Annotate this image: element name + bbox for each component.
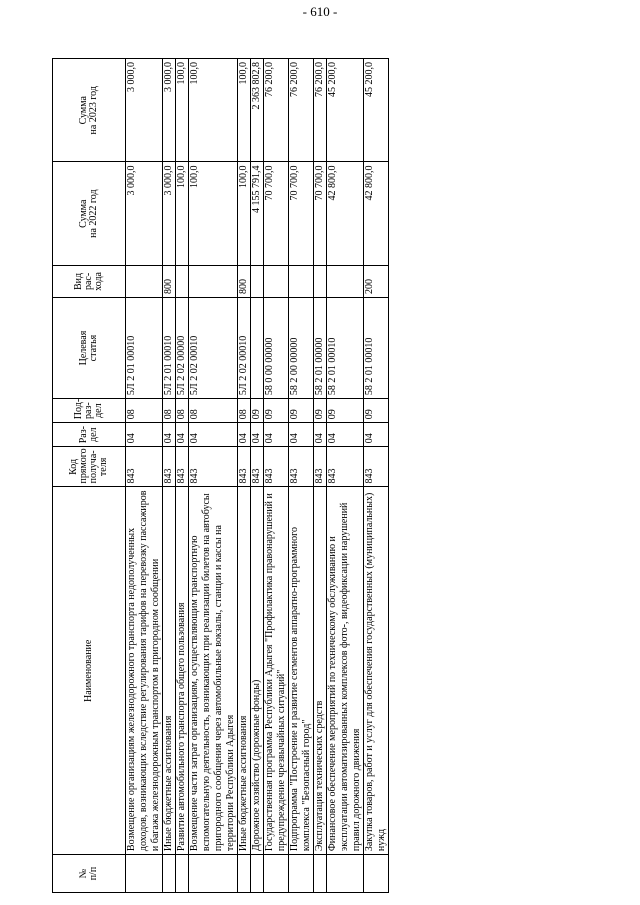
cell-name: Подпрограмма "Построение и развитие сегментов аппаратно-программного комплекса "Безопасный город" [289, 487, 314, 855]
cell-vid [189, 265, 238, 297]
cell-num [364, 855, 389, 893]
cell-sum2023: 100,0 [176, 59, 189, 162]
cell-num [327, 855, 364, 893]
cell-target: 5Л 2 02 00000 [176, 298, 189, 399]
cell-vid [314, 265, 327, 297]
table-row [364, 59, 389, 893]
cell-vid [327, 265, 364, 297]
cell-code: 843 [264, 447, 289, 487]
table-header-row [53, 59, 126, 893]
cell-vid [176, 265, 189, 297]
cell-target: 5Л 2 01 00010 [163, 298, 176, 399]
cell-target: 58 2 01 00000 [314, 298, 327, 399]
cell-sum2022: 3 000,0 [126, 162, 163, 265]
cell-sum2023: 100,0 [238, 59, 251, 162]
cell-podrazdel: 09 [264, 399, 289, 423]
cell-podrazdel: 08 [176, 399, 189, 423]
cell-target: 58 0 00 00000 [264, 298, 289, 399]
cell-podrazdel: 09 [327, 399, 364, 423]
cell-code: 843 [126, 447, 163, 487]
cell-vid [126, 265, 163, 297]
cell-razdel: 04 [327, 423, 364, 447]
table-row [176, 59, 189, 893]
cell-name: Финансовое обеспечение мероприятий по техническому обслуживанию и эксплуатации автоматизированных комплексов фото-, видеофиксации нарушений правил дорожного движения [327, 487, 364, 855]
table-body [126, 59, 389, 893]
cell-num [176, 855, 189, 893]
table-row [126, 59, 163, 893]
cell-target: 58 2 00 00000 [289, 298, 314, 399]
header-name: Наименование [53, 487, 126, 855]
cell-podrazdel: 09 [364, 399, 389, 423]
cell-target: 58 2 01 00010 [327, 298, 364, 399]
header-podrazdel: Под- раз- дел [53, 399, 126, 423]
cell-name: Закупка товаров, работ и услуг для обеспечения государственных (муниципальных) нужд [364, 487, 389, 855]
cell-target: 5Л 2 02 00010 [238, 298, 251, 399]
cell-podrazdel: 08 [126, 399, 163, 423]
cell-sum2022: 100,0 [176, 162, 189, 265]
cell-target [251, 298, 264, 399]
cell-sum2023: 45 200,0 [364, 59, 389, 162]
header-target: Целевая статья [53, 298, 126, 399]
cell-vid [264, 265, 289, 297]
cell-num [126, 855, 163, 893]
cell-num [264, 855, 289, 893]
cell-sum2023: 76 200,0 [314, 59, 327, 162]
table-row [314, 59, 327, 893]
cell-sum2022: 100,0 [189, 162, 238, 265]
cell-name: Возмещение части затрат организациям, осуществляющим транспортную вспомогательную деятельность, возникающих при реализации билетов на автобусы пригородного сообщения через автомобильные вокзалы, станции и кассы на территории Республики Адыгея [189, 487, 238, 855]
cell-code: 843 [327, 447, 364, 487]
table-row [163, 59, 176, 893]
cell-podrazdel: 08 [238, 399, 251, 423]
cell-podrazdel: 09 [251, 399, 264, 423]
cell-razdel: 04 [126, 423, 163, 447]
cell-sum2023: 2 363 802,8 [251, 59, 264, 162]
cell-target: 5Л 2 01 00010 [126, 298, 163, 399]
cell-vid: 800 [163, 265, 176, 297]
cell-sum2022: 3 000,0 [163, 162, 176, 265]
cell-num [189, 855, 238, 893]
cell-sum2022: 70 700,0 [264, 162, 289, 265]
cell-name: Возмещение организациям железнодорожного транспорта недополученных доходов, возникающих вследствие регулирования тарифов на перевозку пассажиров и багажа железнодорожным транспортом в пригородном сообщении [126, 487, 163, 855]
table-row [327, 59, 364, 893]
table-row [189, 59, 238, 893]
cell-podrazdel: 09 [289, 399, 314, 423]
cell-target: 58 2 01 00010 [364, 298, 389, 399]
cell-code: 843 [289, 447, 314, 487]
cell-sum2022: 70 700,0 [289, 162, 314, 265]
cell-name: Развитие автомобильного транспорта общего пользования [176, 487, 189, 855]
cell-sum2023: 3 000,0 [126, 59, 163, 162]
cell-num [251, 855, 264, 893]
cell-code: 843 [251, 447, 264, 487]
cell-name: Иные бюджетные ассигнования [163, 487, 176, 855]
cell-podrazdel: 09 [314, 399, 327, 423]
table-row [264, 59, 289, 893]
cell-razdel: 04 [238, 423, 251, 447]
cell-name: Дорожное хозяйство (дорожные фонды) [251, 487, 264, 855]
cell-num [289, 855, 314, 893]
cell-sum2023: 3 000,0 [163, 59, 176, 162]
cell-vid [251, 265, 264, 297]
cell-sum2023: 76 200,0 [264, 59, 289, 162]
header-sum2022: Сумма на 2022 год [53, 162, 126, 265]
cell-podrazdel: 08 [163, 399, 176, 423]
cell-code: 843 [176, 447, 189, 487]
table-row [251, 59, 264, 893]
cell-razdel: 04 [289, 423, 314, 447]
cell-sum2023: 100,0 [189, 59, 238, 162]
cell-sum2022: 4 155 791,4 [251, 162, 264, 265]
cell-podrazdel: 08 [189, 399, 238, 423]
header-razdel: Раз- дел [53, 423, 126, 447]
cell-num [314, 855, 327, 893]
cell-code: 843 [238, 447, 251, 487]
cell-razdel: 04 [364, 423, 389, 447]
rotated-table-container [52, 58, 586, 893]
cell-razdel: 04 [264, 423, 289, 447]
cell-name: Эксплуатация технических средств [314, 487, 327, 855]
cell-sum2023: 76 200,0 [289, 59, 314, 162]
cell-vid [289, 265, 314, 297]
cell-razdel: 04 [189, 423, 238, 447]
cell-vid: 800 [238, 265, 251, 297]
cell-razdel: 04 [314, 423, 327, 447]
cell-target: 5Л 2 02 00010 [189, 298, 238, 399]
cell-code: 843 [189, 447, 238, 487]
cell-name: Иные бюджетные ассигнования [238, 487, 251, 855]
table-row [238, 59, 251, 893]
header-num: № п/п [53, 855, 126, 893]
cell-sum2022: 70 700,0 [314, 162, 327, 265]
cell-razdel: 04 [176, 423, 189, 447]
cell-sum2023: 45 200,0 [327, 59, 364, 162]
header-code: Код прямого получа- теля [53, 447, 126, 487]
cell-code: 843 [364, 447, 389, 487]
cell-sum2022: 42 800,0 [327, 162, 364, 265]
budget-table [52, 58, 389, 893]
cell-sum2022: 100,0 [238, 162, 251, 265]
header-sum2023: Сумма на 2023 год [53, 59, 126, 162]
table-row [289, 59, 314, 893]
cell-sum2022: 42 800,0 [364, 162, 389, 265]
cell-razdel: 04 [163, 423, 176, 447]
cell-num [163, 855, 176, 893]
cell-vid: 200 [364, 265, 389, 297]
cell-razdel: 04 [251, 423, 264, 447]
cell-code: 843 [314, 447, 327, 487]
header-vid: Вид рас- хода [53, 265, 126, 297]
cell-code: 843 [163, 447, 176, 487]
cell-num [238, 855, 251, 893]
page-number: - 610 - [302, 4, 338, 19]
cell-name: Государственная программа Республики Адыгея "Профилактика правонарушений и предупреждение чрезвычайных ситуаций" [264, 487, 289, 855]
